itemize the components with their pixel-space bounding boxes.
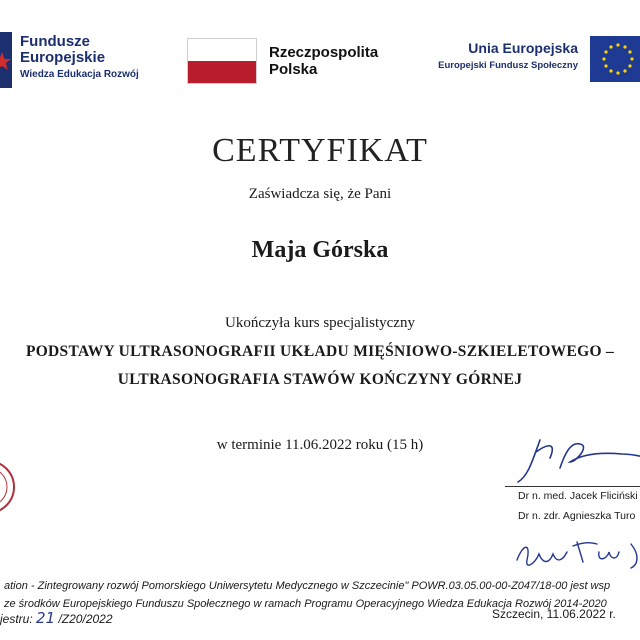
footer-funding-line: ze środków Europejskiego Funduszu Społecznego w ramach Programu Operacyjnego Wiedza Edukacja Rozwój 2014-2020 [4, 598, 607, 610]
eu-flag-icon [590, 36, 640, 82]
signature-agnieszka-turo [513, 530, 640, 580]
registry-number [0, 609, 113, 627]
round-stamp-icon [0, 452, 16, 522]
completed-text: Ukończyła kurs specjalistyczny [225, 315, 415, 331]
fundusze-title-line1: Fundusze [20, 33, 90, 50]
course-title-line1: PODSTAWY ULTRASONOGRAFII UKŁADU MIĘŚNIOWO-SZKIELETOWEGO – [25, 343, 615, 360]
course-title-line2: ULTRASONOGRAFIA STAWÓW KOŃCZYNY GÓRNEJ [117, 371, 523, 388]
course-term: w terminie 11.06.2022 roku (15 h) [216, 437, 424, 453]
rzeczpospolita-line2: Polska [269, 61, 318, 78]
polish-flag-icon [187, 38, 257, 84]
fundusze-subtitle: Wiedza Edukacja Rozwój [20, 69, 139, 80]
registry-handwritten-number: 21 [36, 609, 56, 627]
registry-suffix: /Z20/2022 [58, 612, 113, 626]
recipient-name: Maja Górska [251, 237, 389, 263]
signature-line [505, 486, 640, 487]
fundusze-europejskie-logo [0, 28, 162, 90]
fundusze-europejskie-star-icon [0, 32, 12, 88]
certificate-title: CERTYFIKAT [212, 132, 428, 169]
rzeczpospolita-polska-logo [187, 38, 397, 88]
place-and-date: Szczecin, 11.06.2022 r. [492, 607, 616, 621]
signer-2-name: Dr n. zdr. Agnieszka Turo [518, 510, 636, 522]
unia-europejska-logo [428, 36, 640, 90]
signature-jacek-flicinski [510, 432, 640, 492]
unia-subtitle: Europejski Fundusz Społeczny [438, 60, 578, 71]
rzeczpospolita-line1: Rzeczpospolita [269, 44, 379, 61]
fundusze-title-line2: Europejskie [20, 49, 106, 66]
footer-project-line: ation - Zintegrowany rozwój Pomorskiego Uniwersytetu Medycznego w Szczecinie" POWR.03.05.00-00-Z047/18-00 jest wsp [4, 580, 611, 592]
signer-1-name: Dr n. med. Jacek Fliciński [518, 490, 638, 502]
unia-title: Unia Europejska [468, 40, 578, 56]
registry-prefix: jestru: [0, 612, 33, 626]
attestation-text: Zaświadcza się, że Pani [248, 186, 392, 202]
